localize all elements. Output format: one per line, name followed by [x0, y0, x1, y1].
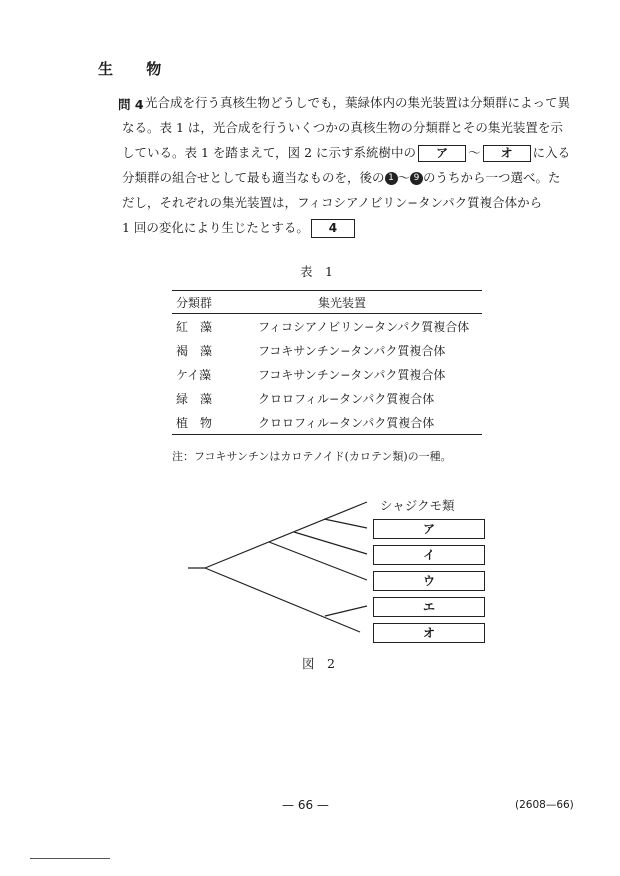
complex-cell: フコキサンチン−タンパク質複合体: [258, 343, 446, 358]
tree-branch-lower: [205, 568, 360, 632]
tree-top-label: シャジクモ類: [380, 498, 455, 513]
circled-number-9: 9: [410, 172, 423, 185]
question-line-5: だし，それぞれの集光装置は，フィコシアノビリン−タンパク質複合体から: [122, 195, 543, 210]
answer-number-box: 4: [311, 219, 355, 238]
table-row: [172, 410, 482, 435]
taxon-cell: 紅 藻: [176, 319, 213, 334]
question-line-4: [122, 168, 561, 188]
table-row: [172, 314, 482, 339]
question-line-6: [122, 218, 357, 238]
taxon-cell: 緑 藻: [176, 391, 213, 406]
header-taxon: 分類群: [172, 291, 254, 314]
tree-branch-e: [325, 606, 367, 616]
complex-cell: フコキサンチン−タンパク質複合体: [258, 367, 446, 382]
tree-leaf-box-a: ア: [373, 519, 485, 539]
tree-branch-u: [269, 542, 367, 580]
phylogenetic-tree: [180, 480, 380, 650]
table-note: 注：フコキサンチンはカロテノイド(カロテン類)の一種。: [172, 450, 452, 463]
footer-rule: [30, 858, 110, 859]
table-row: [172, 386, 482, 410]
question-line-4-tail: のうちから一つ選べ。た: [423, 170, 561, 185]
question-line-3: [122, 143, 570, 163]
question-line-2: なる。表 1 は，光合成を行ういくつかの真核生物の分類群とその集光装置を示: [122, 120, 563, 135]
answer-box-o: オ: [483, 145, 531, 162]
complex-cell: クロロフィル−タンパク質複合体: [254, 410, 482, 435]
page-code: (2608—66): [515, 799, 574, 811]
tilde: ～: [468, 145, 481, 160]
page-number: — 66 —: [282, 798, 329, 812]
tree-leaf-box-i: イ: [373, 545, 485, 565]
question-line-1: 光合成を行う真核生物どうしでも，葉緑体内の集光装置は分類群によって異: [145, 95, 571, 110]
question-line-6-text: 1 回の変化により生じたとする。: [122, 220, 309, 235]
question-line-3-tail: に入る: [532, 145, 571, 160]
complex-cell: クロロフィル−タンパク質複合体: [258, 391, 435, 406]
tree-branch-a: [324, 519, 367, 528]
tree-branch-i: [294, 532, 367, 554]
question-number: 問 4: [118, 97, 144, 112]
table-title: 表 1: [300, 264, 333, 279]
question-line-3-text: している。表 1 を踏まえて，図 2 に示す系統樹中の: [122, 145, 417, 160]
tree-leaf-box-u: ウ: [373, 571, 485, 591]
tree-leaf-box-o: オ: [373, 623, 485, 643]
figure-caption: 図 2: [302, 656, 335, 671]
taxa-table: [172, 290, 482, 435]
tree-leaf-box-e: エ: [373, 597, 485, 617]
table-row: [172, 338, 482, 362]
header-light-harvesting: 集光装置: [254, 291, 482, 314]
table-row: [172, 362, 482, 386]
circled-number-1: 1: [385, 172, 398, 185]
table-header-row: [172, 291, 482, 314]
complex-cell: フィコシアノビリン−タンパク質複合体: [258, 319, 470, 334]
taxon-cell: ケイ藻: [176, 367, 212, 382]
taxon-cell: 植 物: [172, 410, 254, 435]
taxon-cell: 褐 藻: [176, 343, 213, 358]
answer-box-a: ア: [418, 145, 466, 162]
tree-branch-upper: [205, 502, 367, 568]
tilde-2: ～: [397, 170, 411, 185]
subject-heading: 生 物: [98, 60, 176, 78]
question-line-4-head: 分類群の組合せとして最も適当なものを，後の: [122, 170, 385, 185]
